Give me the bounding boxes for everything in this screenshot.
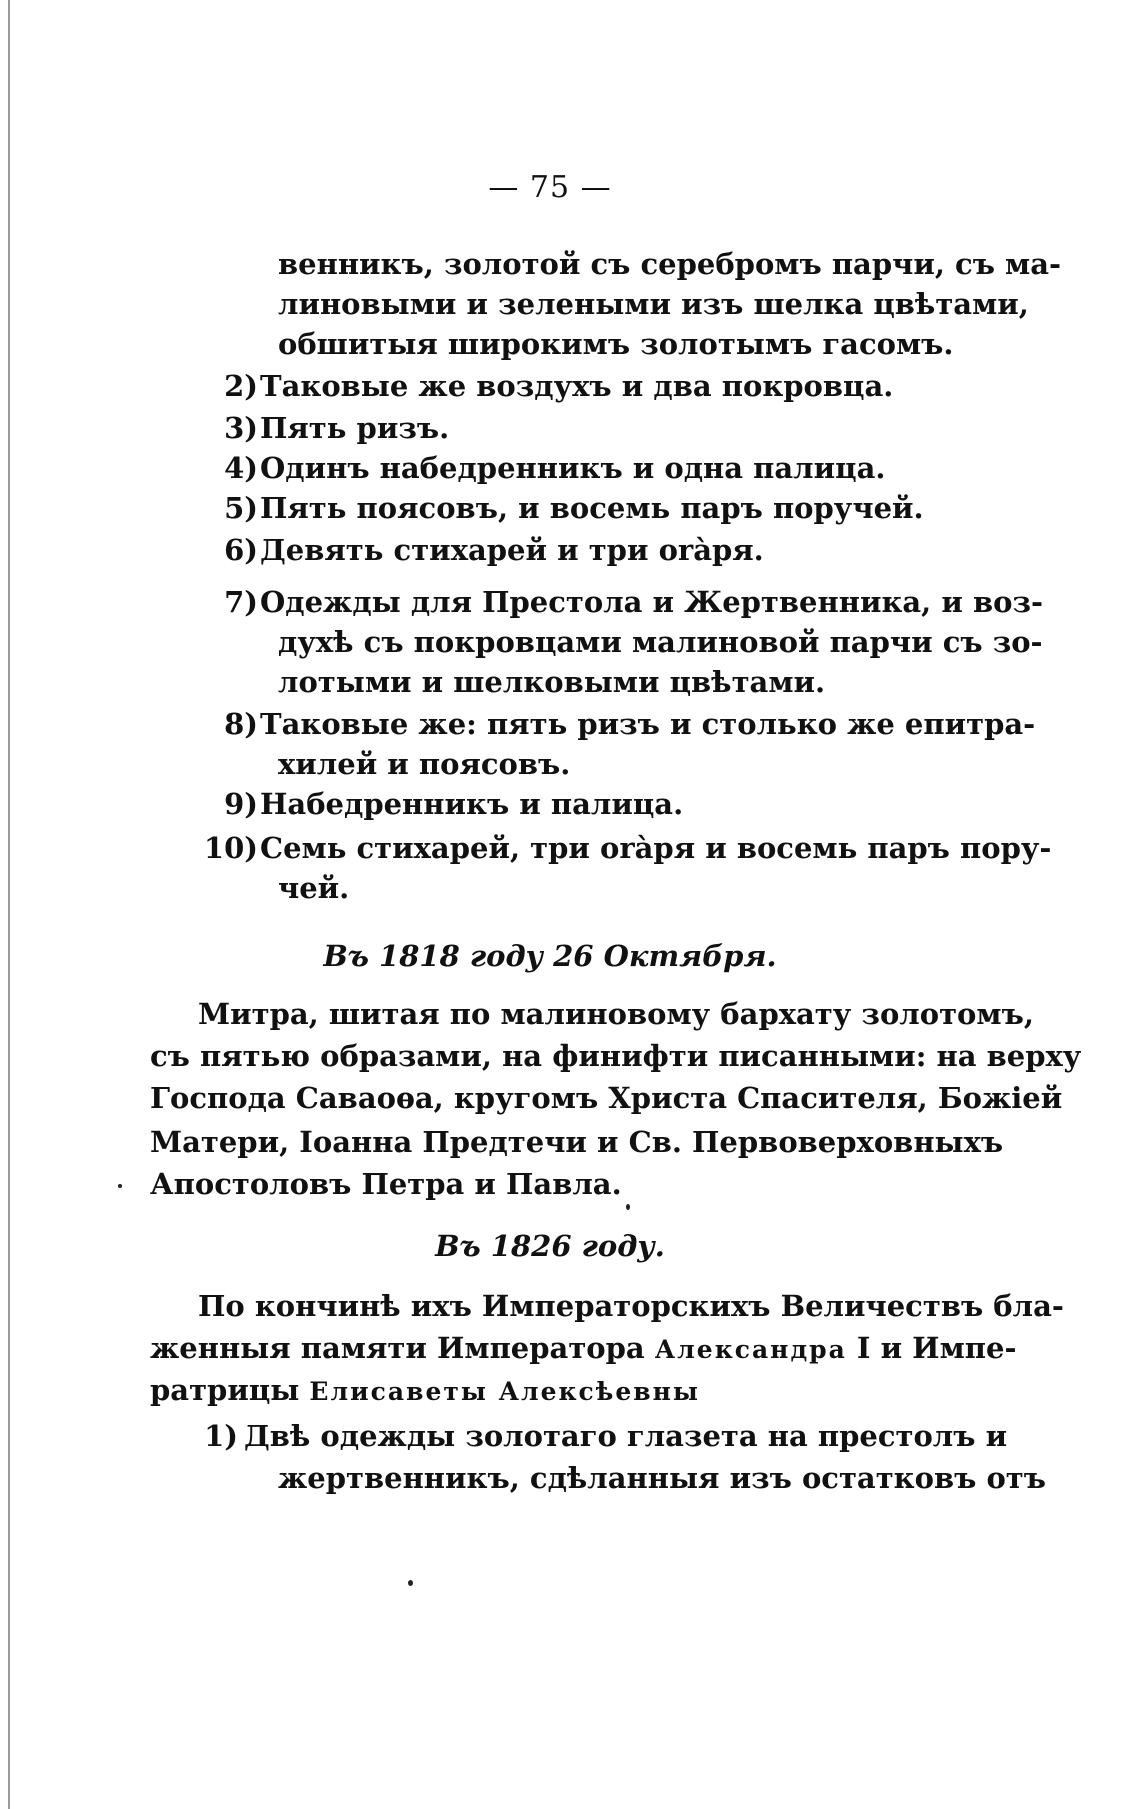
list-item-number: 3): [224, 411, 258, 445]
small-caps-name: Александра: [654, 1335, 847, 1364]
list-item-text: Одинъ набедренникъ и одна палица.: [260, 451, 886, 485]
list-item-text: хилей и поясовъ.: [278, 747, 571, 781]
list-item-text: Девять стихарей и три оràря.: [260, 533, 764, 567]
text-span: ратрицы: [150, 1373, 310, 1407]
page-number: — 75 —: [488, 170, 612, 205]
paragraph-line: По кончинѣ ихъ Императорскихъ Величествъ бла-: [198, 1289, 1064, 1323]
list-item-number: 6): [224, 533, 258, 567]
list-item-number: 5): [224, 491, 258, 525]
paragraph-line: [150, 1330, 1016, 1368]
text-line: венникъ, золотой съ серебромъ парчи, съ ма-: [278, 247, 1062, 281]
text-line: линовыми и зелеными изъ шелка цвѣтами,: [278, 287, 1029, 321]
list-item-text: Семь стихарей, три оràря и восемь паръ пору-: [260, 831, 1052, 865]
ink-speck: [626, 1204, 630, 1210]
list-item-text: чей.: [278, 871, 350, 905]
list-item-number: 1): [204, 1419, 238, 1453]
section-heading: Въ 1826 году.: [435, 1229, 665, 1263]
list-item-number: 9): [224, 787, 258, 821]
list-item-text: Таковые же: пять ризъ и столько же епитра-: [260, 707, 1036, 741]
paragraph-line: Апостоловъ Петра и Павла.: [150, 1167, 622, 1201]
list-item-text: жертвенникъ, сдѣланныя изъ остатковъ отъ: [278, 1461, 1047, 1495]
paragraph-line: Матери, Іоанна Предтечи и Св. Первоверховныхъ: [150, 1125, 1004, 1159]
paragraph-line: [150, 1372, 700, 1410]
list-item-number: 7): [224, 585, 258, 619]
list-item-text: Таковые же воздухъ и два покровца.: [260, 369, 894, 403]
list-item-number: 8): [224, 707, 258, 741]
list-item-text: духѣ съ покровцами малиновой парчи съ зо-: [278, 625, 1043, 659]
list-item-number: 4): [224, 451, 258, 485]
list-item-text: Двѣ одежды золотаго глазета на престолъ и: [244, 1419, 1008, 1453]
paragraph-line: съ пятью образами, на финифти писанными: на верху: [150, 1039, 1082, 1073]
page-edge: [8, 0, 10, 1809]
section-heading: Въ 1818 году 26 Октября.: [323, 939, 777, 973]
list-item-text: Пять поясовъ, и восемь паръ поручей.: [260, 491, 924, 525]
text-line: обшитыя широкимъ золотымъ гасомъ.: [278, 327, 954, 361]
list-item-text: лотыми и шелковыми цвѣтами.: [278, 665, 826, 699]
list-item-text: Одежды для Престола и Жертвенника, и воз-: [260, 585, 1044, 619]
paragraph-line: Митра, шитая по малиновому бархату золотомъ,: [198, 997, 1034, 1031]
list-item-text: Пять ризъ.: [260, 411, 450, 445]
list-item-number: 2): [224, 369, 258, 403]
paragraph-line: Господа Саваоѳа, кругомъ Христа Спасителя, Божіей: [150, 1081, 1063, 1115]
text-span: женныя памяти Императора: [150, 1331, 655, 1365]
list-item-text: Набедренникъ и палица.: [260, 787, 684, 821]
ink-speck: [408, 1580, 413, 1586]
ink-speck: [118, 1184, 122, 1188]
small-caps-name: Елисаветы Алексѣевны: [309, 1377, 700, 1406]
text-span: I и Импе-: [846, 1331, 1017, 1365]
list-item-number: 10): [203, 831, 258, 865]
